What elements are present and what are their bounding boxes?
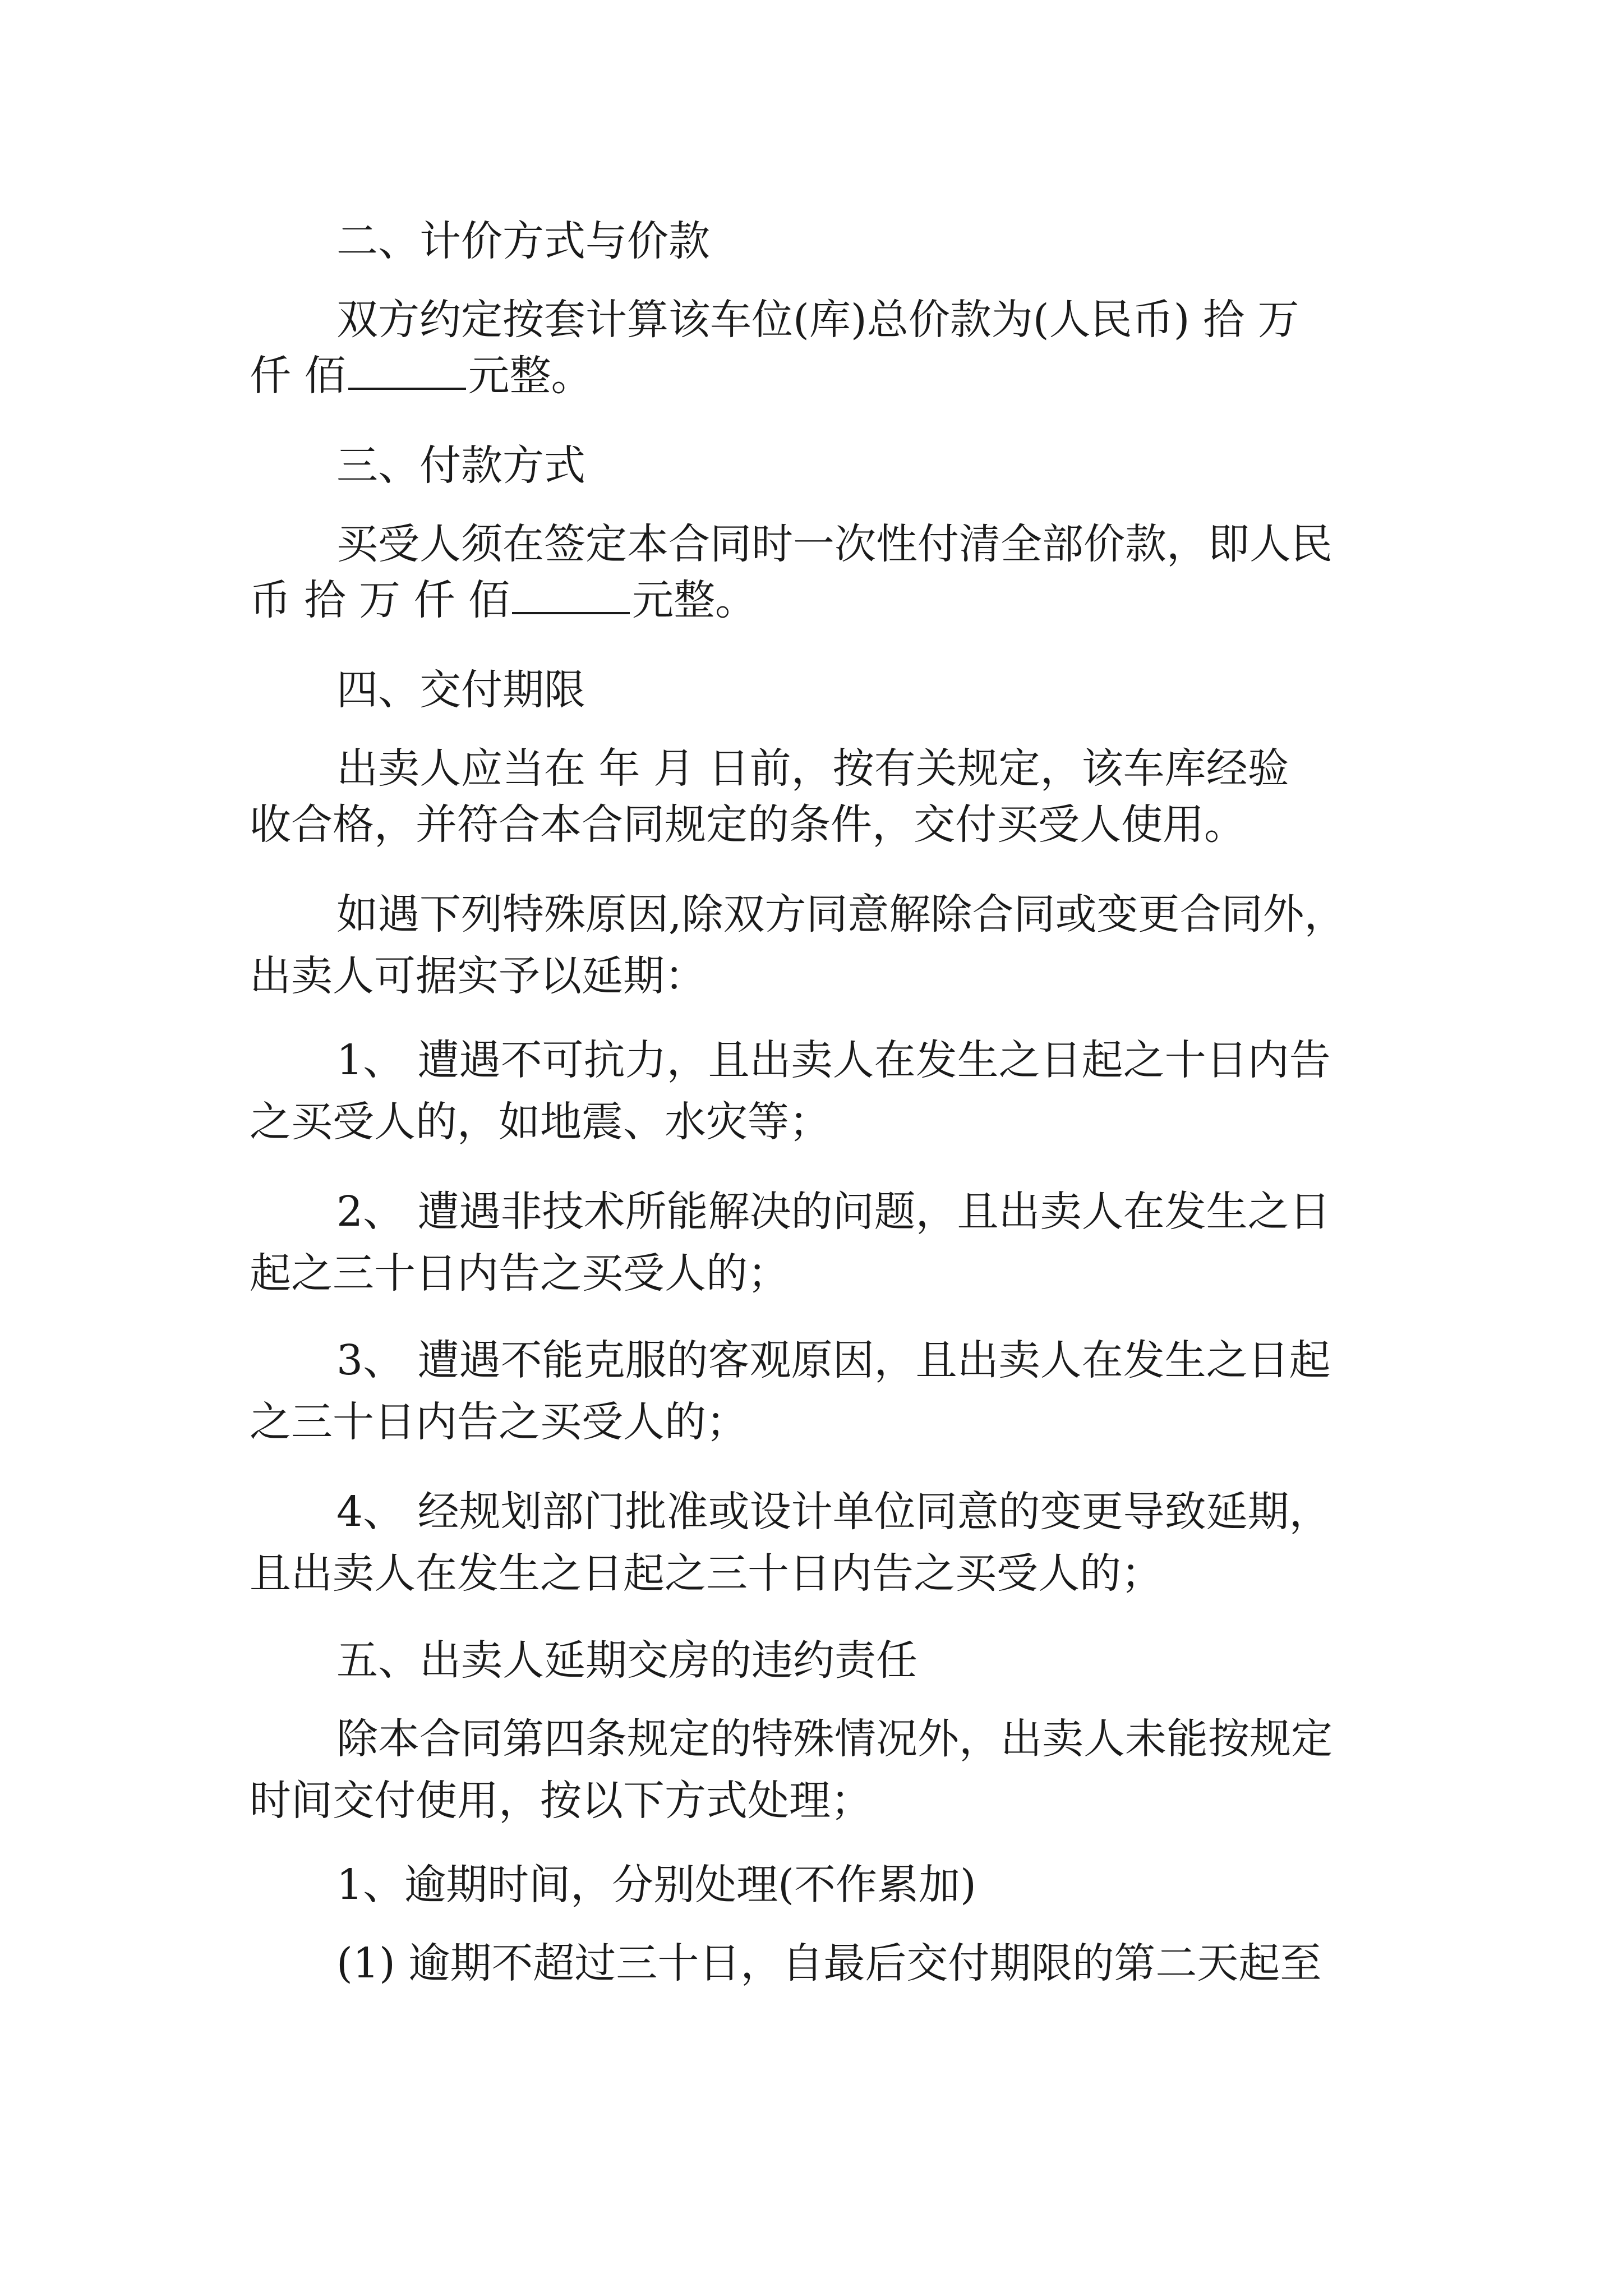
list-item-2-cont: 起之三十日内告之买受人的； <box>250 1249 789 1297</box>
paragraph-line: 出卖人应当在 年 月 日前，按有关规定，该车库经验 <box>336 744 1289 793</box>
amount-suffix: 元整。 <box>632 576 757 624</box>
list-item-4: 4、 经规划部门批准或设计单位同意的变更导致延期， <box>336 1488 1331 1536</box>
paragraph-line: 如遇下列特殊原因,除双方同意解除合同或变更合同外， <box>336 890 1346 938</box>
sub-item-1: 1、逾期时间，分别处理(不作累加) <box>336 1861 976 1909</box>
paragraph-line <box>250 348 593 404</box>
list-item-1: 1、 遭遇不可抗力，且出卖人在发生之日起之十日内告 <box>336 1036 1331 1084</box>
paragraph-line: 收合格，并符合本合同规定的条件，交付买受人使用。 <box>250 800 1246 849</box>
paragraph-line <box>250 572 757 628</box>
paragraph-line: 双方约定按套计算该车位(库)总价款为(人民币) 拾 万 <box>336 296 1299 344</box>
section-heading-pricing: 二、计价方式与价款 <box>336 217 710 265</box>
section-heading-payment: 三、付款方式 <box>336 441 585 490</box>
section-heading-delivery: 四、交付期限 <box>336 666 585 714</box>
amount-blank <box>512 577 630 614</box>
list-item-2: 2、 遭遇非技术所能解决的问题，且出卖人在发生之日 <box>336 1188 1331 1236</box>
paragraph-line: 除本合同第四条规定的特殊情况外，出卖人未能按规定 <box>336 1715 1332 1763</box>
paragraph-line: 时间交付使用，按以下方式处理； <box>250 1777 872 1825</box>
list-item-1-cont: 之买受人的，如地震、水灾等； <box>250 1098 831 1146</box>
amount-suffix: 元整。 <box>468 352 593 400</box>
amount-units: 币 拾 万 仟 佰 <box>250 576 510 624</box>
list-item-4-cont: 且出卖人在发生之日起之三十日内告之买受人的； <box>250 1549 1163 1598</box>
paragraph-line: 买受人须在签定本合同时一次性付清全部价款，即人民 <box>336 520 1332 568</box>
sub-item-1-1: (1) 逾期不超过三十日，自最后交付期限的第二天起至 <box>336 1939 1322 1987</box>
section-heading-liability: 五、出卖人延期交房的违约责任 <box>336 1636 917 1685</box>
amount-units: 仟 佰 <box>250 352 346 400</box>
list-item-3-cont: 之三十日内告之买受人的； <box>250 1398 748 1446</box>
list-item-3: 3、 遭遇不能克服的客观原因，且出卖人在发生之日起 <box>336 1336 1331 1384</box>
paragraph-line: 出卖人可据实予以延期： <box>250 952 706 1000</box>
amount-blank <box>348 353 466 390</box>
